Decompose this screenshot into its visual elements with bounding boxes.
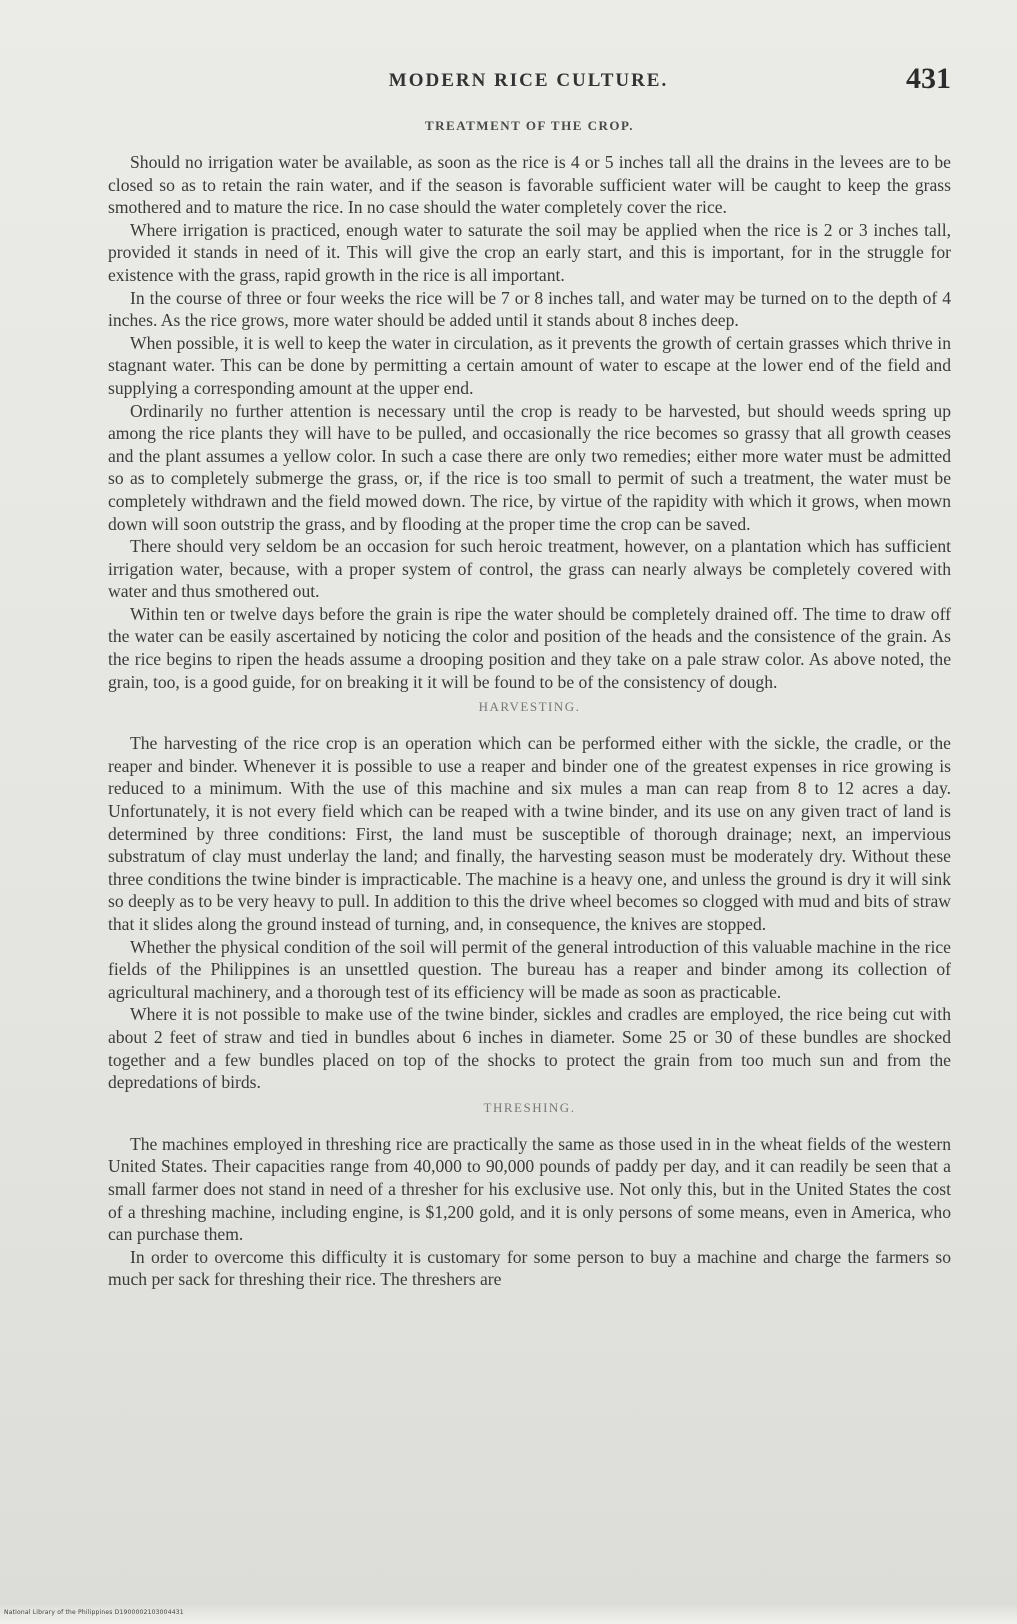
paragraph: Within ten or twelve days before the grain is ripe the water should be completely drained off. The time to draw off the water can be easily ascertained by noticing the color and position of the heads and the consistence of the grain. As the rice begins to ripen the heads assume a drooping position and they take on a pale straw color. As above noted, the grain, too, is a good guide, for on breaking it it will be found to be of the consistency of dough. xyxy=(108,603,951,692)
paragraph: In the course of three or four weeks the rice will be 7 or 8 inches tall, and water may be turned on to the depth of 4 inches. As the rice grows, more water should be added until it stands about 8 inches deep. xyxy=(108,287,951,331)
running-title: MODERN RICE CULTURE. xyxy=(388,70,669,91)
page-number: 431 xyxy=(906,62,951,95)
paragraph: In order to overcome this difficulty it is customary for some person to buy a machine and charge the farmers so much per sack for threshing their rice. The threshers are xyxy=(108,1246,951,1290)
page-header xyxy=(106,62,951,102)
paragraph: When possible, it is well to keep the water in circulation, as it prevents the growth of certain grasses which thrive in stagnant water. This can be done by permitting a certain amount of water to escape at the lower end of the field and supplying a corresponding amount at the upper end. xyxy=(108,332,951,398)
section-threshing xyxy=(108,1100,951,1291)
scan-footer-note: National Library of the Philippines D1900002103004431 xyxy=(4,1609,184,1616)
section-treatment-of-the-crop xyxy=(108,118,951,693)
paragraph: Where irrigation is practiced, enough water to saturate the soil may be applied when the rice is 2 or 3 inches tall, provided it stands in need of it. This will give the crop an early start, and this is important, for in the struggle for existence with the grass, rapid growth in the rice is all important. xyxy=(108,219,951,285)
paragraph: The machines employed in threshing rice are practically the same as those used in in the wheat fields of the western United States. Their capacities range from 40,000 to 90,000 pounds of paddy per day, and it can readily be seen that a small farmer does not stand in need of a thresher for his exclusive use. Not only this, but in the United States the cost of a threshing machine, including engine, is $1,200 gold, and it is only persons of some means, even in America, who can purchase them. xyxy=(108,1133,951,1245)
paragraph: Ordinarily no further attention is necessary until the crop is ready to be harvested, but should weeds spring up among the rice plants they will have to be pulled, and occasionally the rice becomes so grassy that all growth ceases and the plant assumes a yellow color. In such a case there are only two remedies; either more water must be admitted so as to completely submerge the grass, or, if the rice is too small to permit of such a treatment, the water must be completely withdrawn and the field mowed down. The rice, by virtue of the rapidity with which it grows, when mown down will soon outstrip the grass, and by flooding at the proper time the crop can be saved. xyxy=(108,400,951,534)
section-heading: TREATMENT OF THE CROP. xyxy=(424,118,634,133)
paragraph: The harvesting of the rice crop is an operation which can be performed either with the sickle, the cradle, or the reaper and binder. Whenever it is possible to use a reaper and binder one of the greatest expenses in rice growing is reduced to a minimum. With the use of this machine and six mules a man can reap from 8 to 12 acres a day. Unfortunately, it is not every field which can be reaped with a twine binder, and its use on any given tract of land is determined by three conditions: First, the land must be susceptible of thorough drainage; next, an impervious substratum of clay must underlay the land; and finally, the harvesting season must be moderately dry. Without these three conditions the twine binder is impracticable. The machine is a heavy one, and unless the ground is dry it will sink so deeply as to be very heavy to pull. In addition to this the drive wheel becomes so clogged with mud and bits of straw that it slides along the ground instead of turning, and, in consequence, the knives are stopped. xyxy=(108,733,951,934)
paragraph: Whether the physical condition of the soil will permit of the general introduction of this valuable machine in the rice fields of the Philippines is an unsettled question. The bureau has a reaper and binder among its collection of agricultural machinery, and a thorough test of its efficiency will be made as soon as practicable. xyxy=(108,936,951,1002)
page-body xyxy=(108,118,951,1291)
section-harvesting xyxy=(108,699,951,1094)
paragraph: Should no irrigation water be available, as soon as the rice is 4 or 5 inches tall all the drains in the levees are to be closed so as to retain the rain water, and if the season is favorable sufficient water will be caught to keep the grass smothered and to mature the rice. In no case should the water completely cover the rice. xyxy=(108,152,951,218)
section-heading: HARVESTING. xyxy=(478,699,581,715)
paragraph: There should very seldom be an occasion for such heroic treatment, however, on a plantation which has sufficient irrigation water, because, with a proper system of control, the grass can nearly always be completely covered with water and thus smothered out. xyxy=(108,536,951,602)
section-heading: THRESHING. xyxy=(483,1099,576,1115)
paragraph: Where it is not possible to make use of the twine binder, sickles and cradles are employed, the rice being cut with about 2 feet of straw and tied in bundles about 6 inches in diameter. Some 25 or 30 of these bundles are shocked together and a few bundles placed on top of the shocks to protect the grain from too much sun and from the depredations of birds. xyxy=(108,1004,951,1093)
